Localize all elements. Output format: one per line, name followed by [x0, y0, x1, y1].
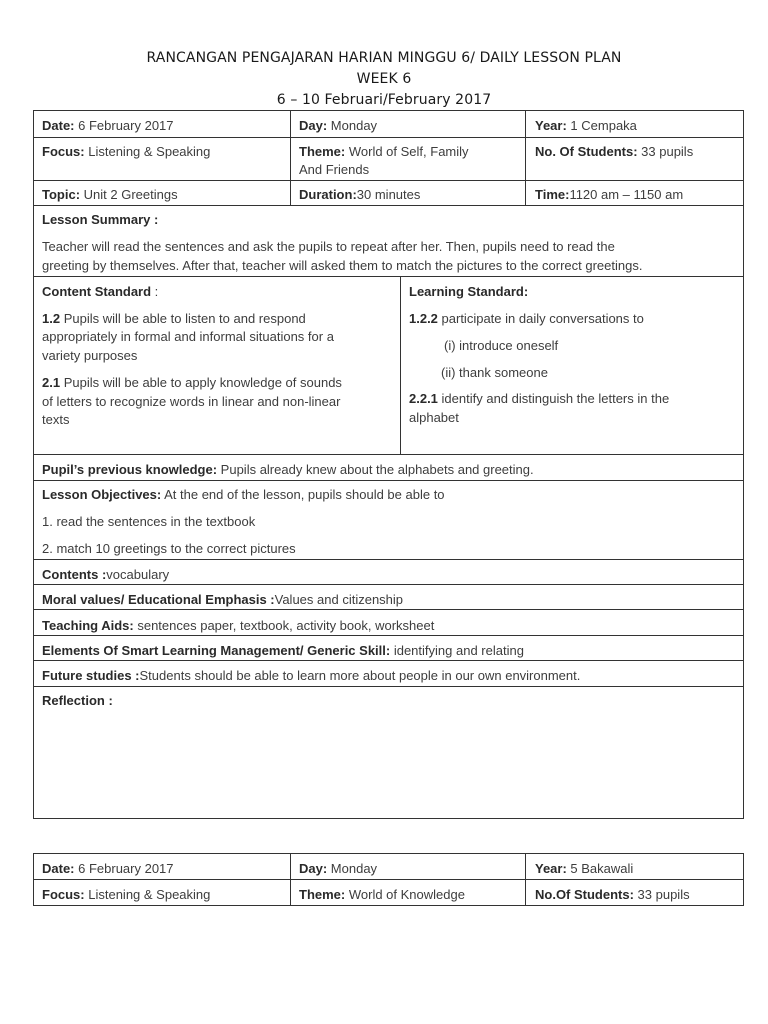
duration-field: Duration:30 minutes	[299, 187, 421, 202]
theme-field-continued: And Friends	[299, 162, 370, 177]
future-studies-field: Future studies :Students should be able to learn more about people in our own environment.	[42, 668, 581, 683]
date-field-2: Date: 6 February 2017	[42, 861, 174, 876]
content-standard-1-line3: variety purposes	[42, 348, 138, 363]
theme-field-2: Theme: World of Knowledge	[299, 887, 465, 902]
learning-standard-1: 1.2.2 participate in daily conversations to	[409, 311, 644, 326]
date-field: Date: 6 February 2017	[42, 118, 174, 133]
content-standard-1: 1.2 Pupils will be able to listen to and respond	[42, 311, 306, 326]
students-field-2: No.Of Students: 33 pupils	[535, 887, 690, 902]
document-week: WEEK 6	[356, 71, 412, 87]
lesson-summary-text-line1: Teacher will read the sentences and ask the pupils to repeat after her. Then, pupils need to read the	[42, 239, 615, 254]
learning-standard-2: 2.2.1 identify and distinguish the letters in the	[409, 391, 670, 406]
focus-field-2: Focus: Listening & Speaking	[42, 887, 211, 902]
content-standard-2: 2.1 Pupils will be able to apply knowledge of sounds	[42, 375, 342, 390]
day-field: Day: Monday	[299, 118, 378, 133]
document-date-range: 6 – 10 Februari/February 2017	[276, 92, 492, 108]
content-standard-2-line2: of letters to recognize words in linear and non-linear	[42, 394, 341, 409]
learning-standard-1-i: (i) introduce oneself	[444, 338, 559, 353]
learning-standard-label: Learning Standard:	[409, 284, 529, 299]
year-field-2: Year: 5 Bakawali	[535, 861, 634, 876]
lesson-summary-label: Lesson Summary :	[42, 212, 159, 227]
lesson-objective-1: 1. read the sentences in the textbook	[42, 514, 256, 529]
content-standard-label: Content Standard :	[42, 284, 159, 299]
previous-knowledge-field: Pupil’s previous knowledge: Pupils already knew about the alphabets and greeting.	[42, 462, 534, 477]
lesson-objectives-field: Lesson Objectives: At the end of the lesson, pupils should be able to	[42, 487, 445, 502]
lesson-objective-2: 2. match 10 greetings to the correct pictures	[42, 541, 296, 556]
topic-field: Topic: Unit 2 Greetings	[42, 187, 178, 202]
smart-learning-field: Elements Of Smart Learning Management/ Generic Skill: identifying and relating	[42, 643, 524, 658]
moral-values-field: Moral values/ Educational Emphasis :Values and citizenship	[42, 592, 404, 607]
year-field: Year: 1 Cempaka	[535, 118, 637, 133]
teaching-aids-field: Teaching Aids: sentences paper, textbook, activity book, worksheet	[42, 618, 435, 633]
contents-field: Contents :vocabulary	[42, 567, 170, 582]
day-field-2: Day: Monday	[299, 861, 378, 876]
learning-standard-1-ii: (ii) thank someone	[441, 365, 548, 380]
reflection-label: Reflection :	[42, 693, 113, 708]
time-field: Time:1120 am – 1150 am	[535, 187, 684, 202]
focus-field: Focus: Listening & Speaking	[42, 144, 211, 159]
lesson-summary-text-line2: greeting by themselves. After that, teacher will asked them to match the pictures to the correct greetings.	[42, 258, 643, 273]
students-field: No. Of Students: 33 pupils	[535, 144, 694, 159]
learning-standard-2-line2: alphabet	[409, 410, 459, 425]
content-standard-1-line2: appropriately in formal and informal situations for a	[42, 329, 334, 344]
document-title: RANCANGAN PENGAJARAN HARIAN MINGGU 6/ DAILY LESSON PLAN	[146, 50, 622, 66]
theme-field: Theme: World of Self, Family	[299, 144, 469, 159]
content-standard-2-line3: texts	[42, 412, 70, 427]
